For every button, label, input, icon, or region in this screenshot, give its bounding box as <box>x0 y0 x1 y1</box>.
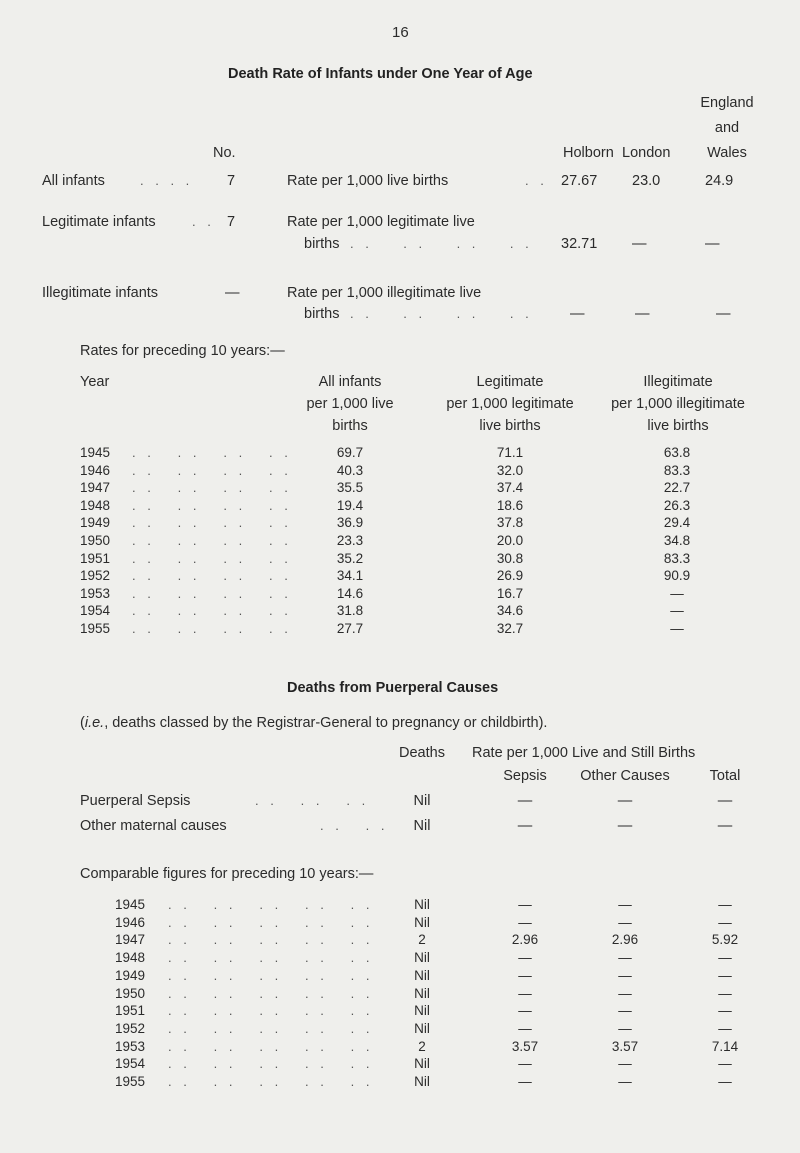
dot-leader: . . . . . . . . <box>132 621 292 636</box>
rates-row-all-infants: 23.3 <box>336 533 364 548</box>
header-legitimate-3: live births <box>479 418 541 434</box>
puerperal-row-label: Puerperal Sepsis <box>80 793 191 809</box>
comparable-row-year: 1954 <box>115 1056 146 1072</box>
dot-leader: . . . . . . . . . . <box>168 985 374 1001</box>
infant-row-rate-cont: births <box>304 306 340 322</box>
dot-leader: . . . . <box>140 173 194 188</box>
dot-leader: . . . . . . . . . . <box>168 1020 374 1036</box>
comparable-row-other: 2.96 <box>611 932 639 948</box>
header-all-infants-2: per 1,000 live <box>306 396 394 412</box>
puerperal-row-sepsis: — <box>517 818 533 834</box>
rates-row-legitimate: 20.0 <box>496 533 524 548</box>
rates-row-all-infants: 27.7 <box>336 621 364 636</box>
header-england-1: England <box>700 95 754 111</box>
comparable-row-sepsis: — <box>518 897 532 912</box>
comparable-row-deaths: Nil <box>414 1020 430 1036</box>
infant-row-label: Legitimate infants <box>42 214 156 230</box>
rates-row-year: 1955 <box>80 621 111 636</box>
rates-row-all-infants: 19.4 <box>336 497 364 513</box>
rates-row-legitimate: 37.8 <box>496 515 524 531</box>
header-other-causes: Other Causes <box>580 768 670 784</box>
comparable-row-other: 3.57 <box>611 1038 639 1054</box>
dot-leader: . . . . . . . . <box>132 603 292 619</box>
puerperal-row-total: — <box>717 818 733 834</box>
rates-row-illegitimate: 63.8 <box>663 445 691 460</box>
dot-leader: . . . . . . . . . . <box>168 932 374 948</box>
header-all-infants-1: All infants <box>318 374 382 390</box>
header-rate-span: Rate per 1,000 Live and Still Births <box>472 745 696 761</box>
comparable-row-total: 7.14 <box>711 1038 739 1054</box>
dot-leader: . . . . . . . . . . <box>168 1056 374 1072</box>
dot-leader: . . . . . . . . . . <box>168 1074 374 1089</box>
comparable-row-year: 1949 <box>115 967 146 983</box>
puerperal-row-other: — <box>617 818 633 834</box>
comparable-row-other: — <box>618 1020 632 1036</box>
comparable-row-year: 1946 <box>115 914 146 930</box>
infant-row-london: 23.0 <box>632 173 661 189</box>
dot-leader: . . . . . . . . <box>350 236 533 251</box>
rates-row-legitimate: 30.8 <box>496 550 524 566</box>
infant-row-rate: Rate per 1,000 legitimate live <box>287 214 475 230</box>
infant-row-england: — <box>716 306 731 322</box>
comparable-row-total: 5.92 <box>711 932 739 948</box>
infant-row-england: — <box>705 236 720 252</box>
puerperal-subtitle <box>80 715 547 731</box>
puerperal-row-deaths: Nil <box>413 818 431 834</box>
comparable-row-other: — <box>618 967 632 983</box>
comparable-row-year: 1953 <box>115 1038 146 1054</box>
infant-row-no: 7 <box>227 173 236 189</box>
rates-row-all-infants: 31.8 <box>336 603 364 619</box>
infant-row-no: 7 <box>227 214 236 230</box>
rates-row-illegitimate: 22.7 <box>663 480 691 496</box>
rates-row-all-infants: 69.7 <box>336 445 364 460</box>
rates-row-year: 1946 <box>80 462 111 478</box>
dot-leader: . . . . . . . . <box>132 480 292 496</box>
header-total: Total <box>709 768 741 784</box>
rates-row-illegitimate: 26.3 <box>663 497 691 513</box>
comparable-row-total: — <box>718 1074 732 1089</box>
comparable-row-sepsis: — <box>518 1003 532 1019</box>
header-england-2: and <box>714 120 740 136</box>
comparable-row-deaths: Nil <box>414 985 430 1001</box>
comparable-row-deaths: Nil <box>414 1074 430 1089</box>
rates-row-legitimate: 32.0 <box>496 462 524 478</box>
dot-leader: . . . . . . . . <box>132 585 292 601</box>
comparable-row-other: — <box>618 1003 632 1019</box>
comparable-row-sepsis: — <box>518 950 532 966</box>
rates-row-illegitimate: — <box>670 585 684 601</box>
comparable-intro: Comparable figures for preceding 10 years:— <box>80 866 374 882</box>
header-illegitimate-2: per 1,000 illegitimate <box>611 396 745 412</box>
comparable-row-year: 1955 <box>115 1074 146 1089</box>
comparable-row-deaths: Nil <box>414 914 430 930</box>
header-illegitimate-1: Illegitimate <box>643 374 713 390</box>
comparable-row-sepsis: — <box>518 967 532 983</box>
comparable-row-sepsis: — <box>518 985 532 1001</box>
dot-leader: . . <box>525 173 548 188</box>
comparable-row-deaths: Nil <box>414 1003 430 1019</box>
puerperal-row-sepsis: — <box>517 793 533 809</box>
infant-row-label: All infants <box>42 173 105 189</box>
rates-row-legitimate: 26.9 <box>496 568 524 584</box>
rates-row-all-infants: 35.2 <box>336 550 364 566</box>
puerperal-row-other: — <box>617 793 633 809</box>
comparable-row-other: — <box>618 1074 632 1089</box>
dot-leader: . . . . . . . . <box>132 462 292 478</box>
header-all-infants-3: births <box>332 418 368 434</box>
puerperal-title: Deaths from Puerperal Causes <box>287 680 499 696</box>
dot-leader: . . . . . . . . <box>132 533 292 548</box>
dot-leader: . . . . <box>320 818 389 833</box>
infant-row-holborn: — <box>570 306 585 322</box>
rates-row-illegitimate: 83.3 <box>663 462 691 478</box>
header-illegitimate-3: live births <box>647 418 709 434</box>
rates-row-illegitimate: 83.3 <box>663 550 691 566</box>
dot-leader: . . . . . . . . <box>132 550 292 566</box>
header-legitimate-1: Legitimate <box>476 374 544 390</box>
rates-row-legitimate: 34.6 <box>496 603 524 619</box>
header-holborn: Holborn <box>563 145 614 161</box>
rates-row-legitimate: 32.7 <box>496 621 524 636</box>
rates-row-year: 1947 <box>80 480 111 496</box>
comparable-row-other: — <box>618 950 632 966</box>
rates-row-year: 1954 <box>80 603 111 619</box>
infant-row-rate: Rate per 1,000 illegitimate live <box>287 285 482 301</box>
comparable-row-sepsis: — <box>518 1056 532 1072</box>
comparable-row-year: 1948 <box>115 950 146 966</box>
infant-row-holborn: 32.71 <box>561 236 598 252</box>
comparable-row-year: 1950 <box>115 985 146 1001</box>
dot-leader: . . . . . . . . . . <box>168 1003 374 1019</box>
puerperal-row-total: — <box>717 793 733 809</box>
dot-leader: . . . . . . . . . . <box>168 1038 374 1054</box>
preceding-rates-intro: Rates for preceding 10 years:— <box>80 343 285 359</box>
rates-row-year: 1950 <box>80 533 111 548</box>
rates-row-illegitimate: 34.8 <box>663 533 691 548</box>
dot-leader: . . . . . . . . <box>132 568 292 584</box>
dot-leader: . . . . . . <box>255 793 370 808</box>
comparable-row-other: — <box>618 1056 632 1072</box>
header-legitimate-2: per 1,000 legitimate <box>446 396 574 412</box>
comparable-row-total: — <box>718 897 732 912</box>
header-sepsis: Sepsis <box>503 768 547 784</box>
dot-leader: . . . . . . . . <box>350 306 533 321</box>
subtitle-italic: i.e. <box>84 715 105 731</box>
comparable-row-year: 1947 <box>115 932 146 948</box>
header-london: London <box>622 145 671 161</box>
rates-row-year: 1949 <box>80 515 111 531</box>
comparable-row-year: 1945 <box>115 897 146 912</box>
rates-row-year: 1951 <box>80 550 111 566</box>
dot-leader: . . <box>192 214 215 229</box>
infant-row-label: Illegitimate infants <box>42 285 159 301</box>
header-deaths: Deaths <box>399 745 445 761</box>
rates-row-all-infants: 34.1 <box>336 568 364 584</box>
rates-row-legitimate: 37.4 <box>496 480 524 496</box>
comparable-row-sepsis: 2.96 <box>511 932 539 948</box>
comparable-row-total: — <box>718 914 732 930</box>
comparable-row-deaths: Nil <box>414 1056 430 1072</box>
rates-row-year: 1952 <box>80 568 111 584</box>
rates-row-illegitimate: 29.4 <box>663 515 691 531</box>
infant-row-london: — <box>635 306 650 322</box>
infant-row-england: 24.9 <box>705 173 734 189</box>
rates-row-all-infants: 36.9 <box>336 515 364 531</box>
comparable-row-total: — <box>718 950 732 966</box>
dot-leader: . . . . . . . . . . <box>168 897 374 912</box>
dot-leader: . . . . . . . . <box>132 445 292 460</box>
comparable-row-total: — <box>718 967 732 983</box>
rates-row-all-infants: 35.5 <box>336 480 364 496</box>
puerperal-row-deaths: Nil <box>413 793 431 809</box>
header-no: No. <box>213 145 236 161</box>
comparable-row-year: 1951 <box>115 1003 146 1019</box>
dot-leader: . . . . . . . . <box>132 515 292 531</box>
comparable-row-sepsis: — <box>518 1074 532 1089</box>
rates-row-all-infants: 40.3 <box>336 462 364 478</box>
infant-row-london: — <box>632 236 647 252</box>
comparable-row-deaths: 2 <box>418 932 426 948</box>
comparable-row-other: — <box>618 914 632 930</box>
comparable-row-deaths: Nil <box>414 897 430 912</box>
infant-row-rate-cont: births <box>304 236 340 252</box>
comparable-row-other: — <box>618 985 632 1001</box>
rates-row-illegitimate: — <box>670 603 684 619</box>
comparable-row-total: — <box>718 1056 732 1072</box>
infant-row-holborn: 27.67 <box>561 173 598 189</box>
dot-leader: . . . . . . . . . . <box>168 967 374 983</box>
comparable-row-other: — <box>618 897 632 912</box>
header-england-3: Wales <box>707 145 747 161</box>
comparable-row-total: — <box>718 1020 732 1036</box>
rates-row-illegitimate: 90.9 <box>663 568 691 584</box>
rates-row-year: 1953 <box>80 585 111 601</box>
rates-row-legitimate: 18.6 <box>496 497 524 513</box>
comparable-row-sepsis: 3.57 <box>511 1038 539 1054</box>
comparable-row-deaths: Nil <box>414 967 430 983</box>
dot-leader: . . . . . . . . <box>132 497 292 513</box>
subtitle-open: ( <box>80 715 85 731</box>
comparable-row-deaths: Nil <box>414 950 430 966</box>
comparable-row-total: — <box>718 985 732 1001</box>
infant-section-title: Death Rate of Infants under One Year of Age <box>228 66 533 82</box>
header-year: Year <box>80 374 110 390</box>
page-number: 16 <box>392 24 409 41</box>
comparable-row-year: 1952 <box>115 1020 146 1036</box>
dot-leader: . . . . . . . . . . <box>168 914 374 930</box>
rates-row-all-infants: 14.6 <box>336 585 364 601</box>
infant-row-rate: Rate per 1,000 live births <box>287 173 449 189</box>
rates-row-legitimate: 16.7 <box>496 585 524 601</box>
puerperal-row-label: Other maternal causes <box>80 818 227 834</box>
dot-leader: . . . . . . . . . . <box>168 950 374 966</box>
comparable-row-total: — <box>718 1003 732 1019</box>
comparable-row-sepsis: — <box>518 914 532 930</box>
rates-row-year: 1945 <box>80 445 111 460</box>
comparable-row-deaths: 2 <box>418 1038 426 1054</box>
infant-row-no: — <box>225 285 240 301</box>
rates-row-year: 1948 <box>80 497 111 513</box>
subtitle-rest: , deaths classed by the Registrar-General to pregnancy or childbirth). <box>104 715 548 731</box>
rates-row-legitimate: 71.1 <box>496 445 524 460</box>
comparable-row-sepsis: — <box>518 1020 532 1036</box>
rates-row-illegitimate: — <box>670 621 684 636</box>
